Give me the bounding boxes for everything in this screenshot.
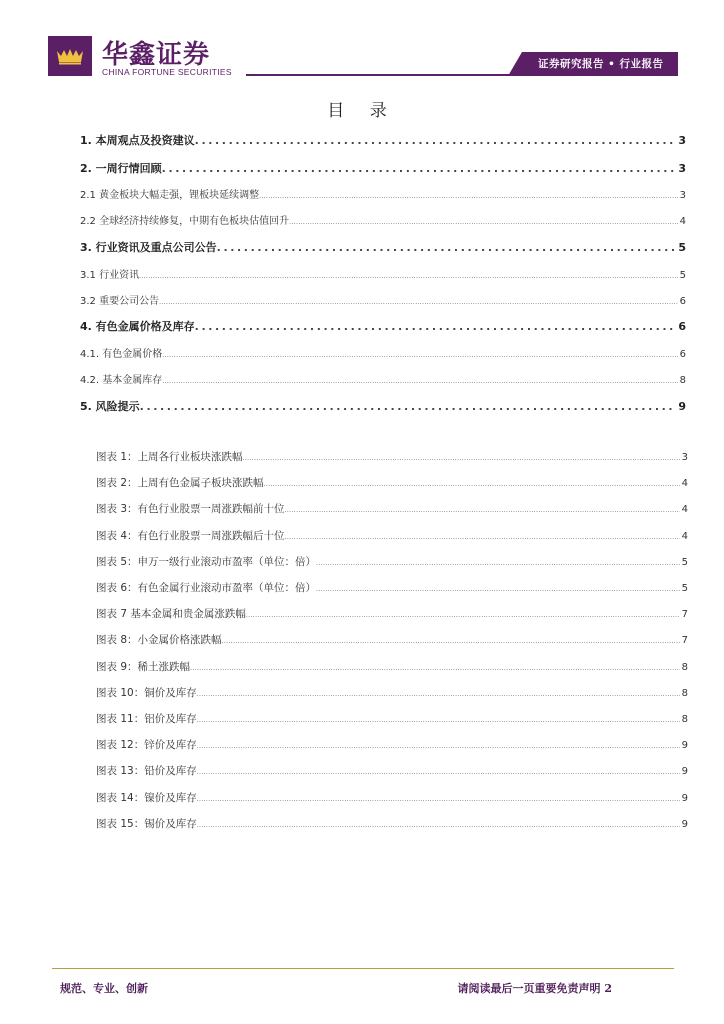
figure-entry-page: 5 — [681, 583, 688, 594]
toc-entry[interactable] — [80, 212, 686, 227]
footer-disclaimer-note: 请阅读最后一页重要免责声明 2 — [457, 982, 612, 995]
figure-leader-dots — [285, 507, 680, 514]
figure-leader-dots — [316, 560, 680, 567]
figure-entry-label: 图表 1：上周各行业板块涨跌幅 — [96, 451, 243, 463]
figure-entry[interactable] — [96, 501, 688, 516]
figure-entry-label: 图表 10：铜价及库存 — [96, 686, 197, 699]
figure-entry-page: 4 — [681, 530, 688, 542]
figure-entry-label: 图表 14：镍价及库存 — [96, 791, 197, 804]
crown-icon — [55, 47, 85, 65]
figure-entry[interactable] — [96, 528, 688, 543]
toc-entry[interactable] — [80, 318, 686, 334]
figure-entry-page: 7 — [681, 609, 688, 621]
figure-entry-page: 9 — [681, 740, 688, 752]
toc-entry-label: 4. 有色金属价格及库存 — [80, 320, 195, 333]
figure-entry-label: 图表 3：有色行业股票一周涨跌幅前十位 — [96, 503, 285, 516]
figure-entry-page: 5 — [681, 556, 688, 568]
toc-entry[interactable] — [80, 266, 686, 281]
toc-entry[interactable] — [80, 239, 686, 255]
figure-leader-dots — [316, 586, 680, 593]
toc-entry[interactable] — [80, 160, 686, 176]
toc-leader-dots — [289, 219, 678, 226]
figure-entry[interactable] — [96, 790, 688, 805]
toc-entry[interactable] — [80, 398, 686, 414]
figure-entry[interactable] — [96, 475, 688, 490]
toc-entry-label: 2.1 黄金板块大幅走强，锂板块延续调整 — [80, 190, 260, 201]
figure-entry-page: 8 — [681, 714, 688, 725]
toc-entry-page: 6 — [679, 349, 686, 360]
figure-entry-label: 图表 5：申万一级行业滚动市盈率（单位：倍） — [96, 555, 317, 568]
figure-entry-label: 图表 11：铝价及库存 — [96, 713, 197, 725]
figure-entry-page: 9 — [681, 766, 688, 778]
figure-entry[interactable] — [96, 554, 688, 569]
toc-entry[interactable] — [80, 371, 686, 386]
figure-entry-label: 图表 8：小金属价格涨跌幅 — [96, 634, 222, 647]
figure-entry-page: 9 — [681, 818, 688, 830]
figure-entry-label: 图表 7 基本金属和贵金属涨跌幅 — [96, 608, 246, 621]
figure-leader-dots — [285, 534, 680, 541]
figure-leader-dots — [197, 743, 680, 750]
figure-leader-dots — [197, 822, 680, 829]
toc-leader-dots — [162, 162, 677, 175]
figure-entry[interactable] — [96, 737, 688, 752]
figure-entry[interactable] — [96, 580, 688, 595]
figure-leader-dots — [243, 455, 680, 462]
brand-name-en: CHINA FORTUNE SECURITIES — [102, 67, 232, 77]
toc-leader-dots — [140, 400, 677, 413]
figure-entry-page: 4 — [681, 504, 688, 516]
toc-entry-page: 3 — [679, 190, 686, 201]
figure-entry-page: 4 — [681, 478, 688, 490]
toc-entry[interactable] — [80, 186, 686, 201]
brand-name-cn: 华鑫证券 — [102, 40, 211, 70]
toc-entry-page: 9 — [678, 400, 686, 413]
toc-entry-label: 4.2. 基本金属库存 — [80, 375, 163, 386]
figure-leader-dots — [264, 481, 680, 488]
figure-leader-dots — [246, 612, 680, 619]
figure-entry[interactable] — [96, 711, 688, 726]
figure-entry[interactable] — [96, 449, 688, 464]
figure-entry[interactable] — [96, 816, 688, 831]
toc-entry-page: 6 — [679, 296, 686, 307]
toc-entry[interactable] — [80, 132, 686, 148]
toc-entry[interactable] — [80, 345, 686, 360]
toc-entry-page: 3 — [678, 134, 686, 147]
figure-entry-page: 8 — [681, 687, 688, 699]
figure-leader-dots — [222, 638, 680, 645]
toc-entry-page: 5 — [678, 241, 686, 254]
toc-entry-page: 6 — [678, 320, 686, 333]
toc-leader-dots — [217, 241, 677, 254]
toc-leader-dots — [139, 273, 678, 280]
figure-entry-label: 图表 13：铅价及库存 — [96, 765, 197, 778]
figure-leader-dots — [197, 796, 680, 803]
figure-entry-label: 图表 15：锡价及库存 — [96, 817, 197, 830]
toc-leader-dots — [259, 193, 678, 200]
figure-entry-label: 图表 6：有色金属行业滚动市盈率（单位：倍） — [96, 582, 317, 594]
toc-entry-label: 3. 行业资讯及重点公司公告 — [80, 241, 217, 254]
toc-entry-page: 5 — [679, 270, 686, 281]
toc-entry-page: 3 — [678, 162, 686, 175]
company-logo — [48, 36, 92, 76]
toc-entry-label: 4.1. 有色金属价格 — [80, 349, 163, 360]
toc-leader-dots — [195, 320, 677, 333]
toc-entry-label: 3.2 重要公司公告 — [80, 296, 160, 307]
figure-entry-label: 图表 12：锌价及库存 — [96, 739, 197, 752]
report-type-tag: 证券研究报告 • 行业报告 — [538, 58, 664, 70]
figure-entry-page: 3 — [681, 452, 688, 463]
toc-entry-page: 8 — [679, 375, 686, 386]
toc-title: 目 录 — [327, 101, 397, 121]
figure-entry-label: 图表 2：上周有色金属子板块涨跌幅 — [96, 477, 264, 490]
figure-entry-page: 9 — [681, 792, 688, 804]
figure-leader-dots — [197, 717, 680, 724]
figure-leader-dots — [190, 665, 680, 672]
toc-entry[interactable] — [80, 292, 686, 307]
toc-entry-label: 3.1 行业资讯 — [80, 270, 140, 281]
footer-slogan: 规范、专业、创新 — [60, 982, 148, 995]
figure-entry[interactable] — [96, 659, 688, 674]
footer-divider — [52, 968, 674, 969]
figure-entry-label: 图表 9：稀土涨跌幅 — [96, 660, 191, 673]
figure-leader-dots — [197, 691, 680, 698]
toc-entry-label: 1. 本周观点及投资建议 — [80, 134, 195, 147]
toc-leader-dots — [159, 299, 678, 306]
toc-entry-label: 2. 一周行情回顾 — [80, 162, 162, 175]
figure-entry-page: 8 — [681, 661, 688, 673]
toc-leader-dots — [162, 352, 677, 359]
figure-entry[interactable] — [96, 763, 688, 778]
figure-entry-label: 图表 4：有色行业股票一周涨跌幅后十位 — [96, 529, 285, 542]
figure-entry-page: 7 — [681, 635, 688, 647]
toc-leader-dots — [195, 134, 677, 147]
figure-leader-dots — [197, 769, 680, 776]
toc-entry-label: 5. 风险提示 — [80, 400, 140, 413]
toc-leader-dots — [162, 378, 677, 385]
figure-entry[interactable] — [96, 685, 688, 700]
figure-entry[interactable] — [96, 606, 688, 621]
toc-entry-label: 2.2 全球经济持续修复，中期有色板块估值回升 — [80, 216, 290, 227]
figure-entry[interactable] — [96, 632, 688, 647]
toc-entry-page: 4 — [679, 216, 686, 227]
